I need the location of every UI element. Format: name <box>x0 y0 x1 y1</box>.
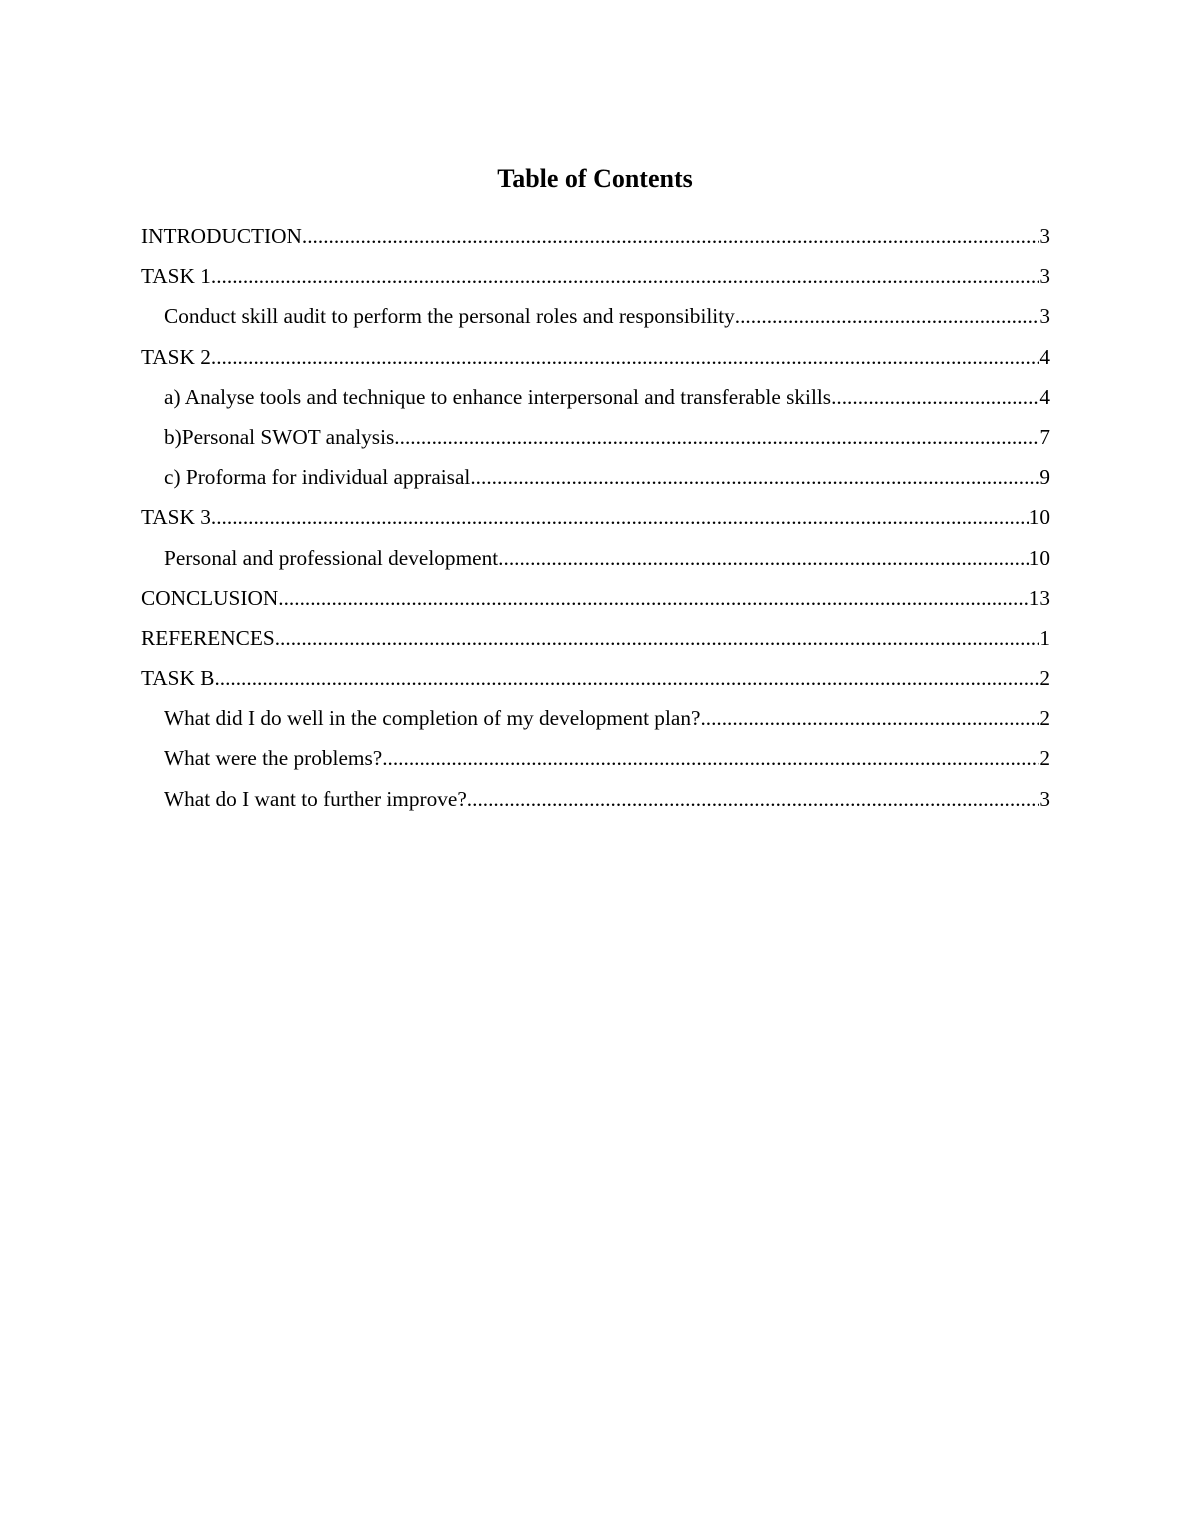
toc-entry-task-b[interactable] <box>141 664 1050 704</box>
toc-entry-page: 3 <box>1039 264 1050 289</box>
dot-leader <box>700 704 1039 732</box>
toc-entry-page: 2 <box>1039 706 1050 731</box>
toc-entry-skill-audit[interactable] <box>141 302 1050 342</box>
toc-entry-further-improve[interactable] <box>141 785 1050 825</box>
toc-entry-label: TASK 1 <box>141 264 211 289</box>
toc-entry-label: c) Proforma for individual appraisal <box>164 465 471 490</box>
toc-entry-label: Conduct skill audit to perform the personal roles and responsibility <box>164 304 735 329</box>
dot-leader <box>214 664 1039 692</box>
dot-leader <box>394 423 1039 451</box>
toc-entry-label: What were the problems? <box>164 746 383 771</box>
toc-entry-page: 3 <box>1039 786 1050 811</box>
toc-title: Table of Contents <box>497 164 693 193</box>
dot-leader <box>302 222 1039 250</box>
toc-entry-page: 10 <box>1028 505 1050 530</box>
toc-entry-page: 3 <box>1039 224 1050 248</box>
toc-entry-task-1[interactable] <box>141 262 1050 302</box>
toc-entry-label: What do I want to further improve? <box>164 786 467 811</box>
toc-entry-problems[interactable] <box>141 744 1050 784</box>
toc-entry-label: TASK 3 <box>141 505 211 530</box>
toc-entry-page: 3 <box>1039 304 1050 329</box>
toc-entry-proforma-appraisal[interactable] <box>141 463 1050 503</box>
toc-entry-label: b)Personal SWOT analysis <box>164 424 395 449</box>
dot-leader <box>211 262 1039 290</box>
toc-entry-page: 9 <box>1039 465 1050 490</box>
toc-entry-task-3[interactable] <box>141 503 1050 543</box>
toc-entry-what-did-well[interactable] <box>141 704 1050 744</box>
toc-entry-references[interactable] <box>141 624 1050 664</box>
dot-leader <box>275 624 1040 652</box>
toc-entry-task-2[interactable] <box>141 343 1050 383</box>
toc-entry-page: 1 <box>1039 625 1050 650</box>
toc-entry-swot-analysis[interactable] <box>141 423 1050 463</box>
table-of-contents <box>141 222 1050 825</box>
toc-entry-introduction[interactable] <box>141 222 1050 262</box>
toc-entry-label: a) Analyse tools and technique to enhance interpersonal and transferable skills <box>164 384 832 409</box>
toc-entry-page: 7 <box>1039 424 1050 449</box>
toc-entry-label: Personal and professional development <box>164 545 499 570</box>
toc-entry-page: 10 <box>1028 545 1050 570</box>
dot-leader <box>467 785 1040 813</box>
toc-entry-label: TASK B <box>141 666 215 691</box>
dot-leader <box>831 383 1039 411</box>
toc-entry-page: 2 <box>1039 746 1050 771</box>
toc-entry-label: What did I do well in the completion of my development plan? <box>164 706 701 731</box>
toc-entry-page: 4 <box>1039 344 1050 369</box>
dot-leader <box>278 584 1028 612</box>
toc-entry-label: REFERENCES <box>141 625 275 650</box>
toc-entry-analyse-tools[interactable] <box>141 383 1050 423</box>
dot-leader <box>382 744 1039 772</box>
dot-leader <box>211 503 1029 531</box>
dot-leader <box>735 302 1040 330</box>
toc-entry-label: CONCLUSION <box>141 585 279 610</box>
toc-entry-conclusion[interactable] <box>141 584 1050 624</box>
dot-leader <box>470 463 1039 491</box>
toc-entry-label: TASK 2 <box>141 344 211 369</box>
toc-entry-label: INTRODUCTION <box>141 224 302 248</box>
toc-entry-page: 4 <box>1039 384 1050 409</box>
dot-leader <box>211 343 1039 371</box>
dot-leader <box>498 544 1029 572</box>
toc-entry-page: 2 <box>1039 666 1050 691</box>
toc-entry-professional-development[interactable] <box>141 544 1050 584</box>
toc-entry-page: 13 <box>1028 585 1050 610</box>
